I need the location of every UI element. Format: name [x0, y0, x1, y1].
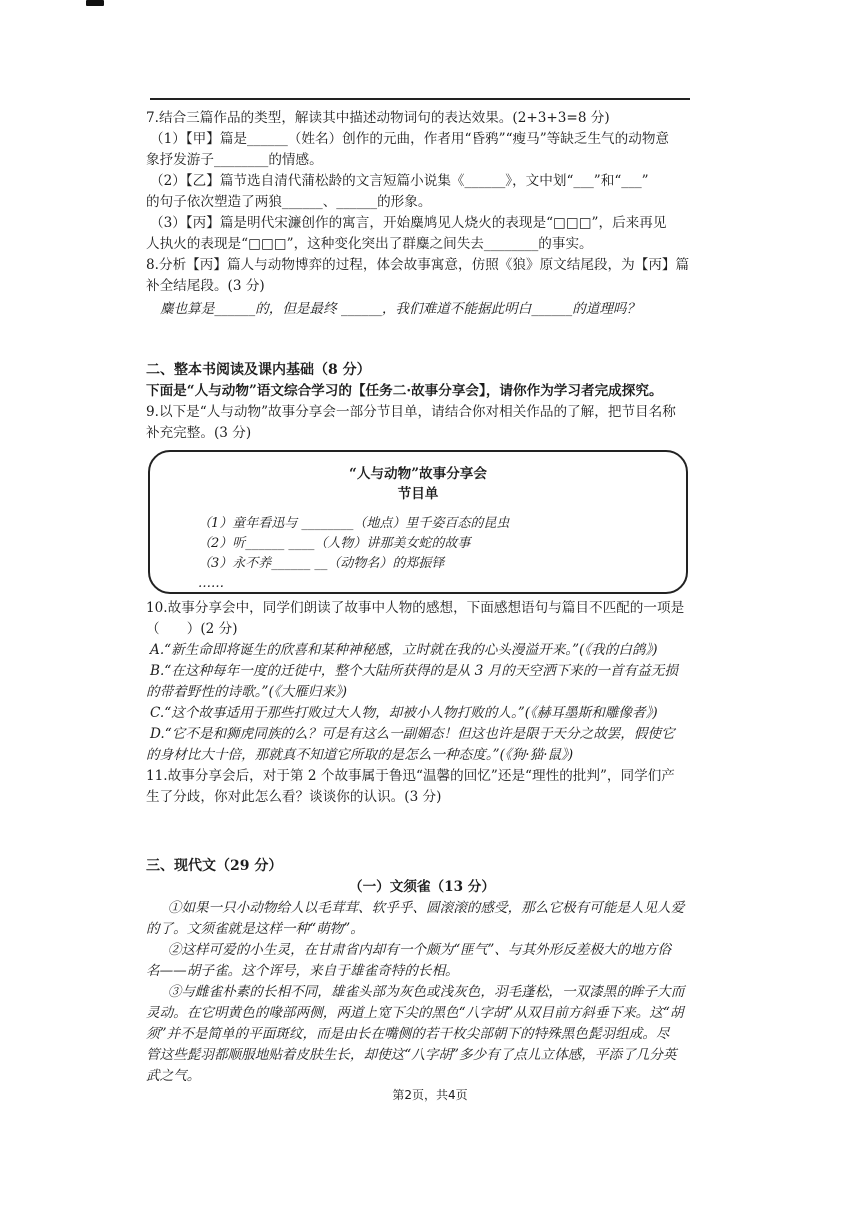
passage-p3-line5: 武之气。 — [146, 1068, 201, 1084]
passage-p3-line3: 须”并不是简单的平面斑纹，而是由长在嘴侧的若干枚尖部朝下的特殊黑色髭羽组成。尽 — [146, 1026, 670, 1042]
passage-p1-line1: ①如果一只小动物给人以毛茸茸、软乎乎、圆滚滚的感受，那么它极有可能是人见人爱 — [167, 900, 685, 916]
q7-part3-line1: （3）【丙】篇是明代宋濂创作的寓言，开始麋鸠见人烧火的表现是“□□□”，后来再见 — [150, 215, 667, 231]
q8-line2: 补全结尾段。(3 分) — [146, 278, 265, 294]
q10-option-c: C.“这个故事适用于那些打败过大人物，却被小人物打败的人。”(《赫耳墨斯和雕像者》) — [150, 705, 658, 721]
q9-line1: 9.以下是“人与动物”故事分享会一部分节目单，请结合你对相关作品的了解，把节目名称 — [146, 404, 676, 420]
spacer — [146, 320, 698, 354]
program-box — [148, 450, 688, 594]
passage-p3-line4: 管这些髭羽都顺服地贴着皮肤生长，却使这“八字胡”多少有了点儿立体感，平添了几分英 — [146, 1047, 677, 1063]
q9-line2: 补充完整。(3 分) — [146, 425, 252, 441]
passage-p2-line1: ②这样可爱的小生灵，在甘肃省内却有一个颇为“匪气”、与其外形反差极大的地方俗 — [167, 942, 672, 958]
section-2 — [146, 360, 698, 808]
top-divider — [150, 98, 690, 100]
program-item-2: （2）听______ ____（人物）讲那美女蛇的故事 — [198, 536, 471, 551]
q10-option-a: A.“新生命即将诞生的欣喜和某种神秘感，立时就在我的心头漫溢开来。”(《我的白鸽》) — [150, 642, 658, 658]
q10-line1: 10.故事分享会中，同学们朗读了故事中人物的感想，下面感想语句与篇目不匹配的一项是 — [146, 600, 685, 616]
q10-line2: （ ）(2 分) — [146, 621, 238, 637]
question-11 — [146, 766, 698, 808]
q8-line1: 8.分析【丙】篇人与动物博弈的过程，体会故事寓意，仿照《狼》原文结尾段，为【丙】篇 — [146, 257, 690, 273]
q7-part3-line2: 人执火的表现是“□□□”，这种变化突出了群麋之间失去________的事实。 — [146, 236, 593, 252]
section3-subtitle: （一）文须雀（13 分） — [349, 879, 495, 895]
page-number: 第2页，共4页 — [392, 1088, 468, 1102]
corner-scan-mark — [86, 0, 104, 6]
program-item-1: （1）童年看迅与 ________（地点）里千姿百态的昆虫 — [198, 516, 510, 531]
section3-title: 三、现代文（29 分） — [146, 858, 283, 874]
document-body — [146, 108, 698, 1087]
section-3 — [146, 856, 698, 1087]
question-8 — [146, 255, 698, 320]
question-7 — [146, 108, 698, 255]
q10-option-b-line1: B.“在这种每年一度的迁徙中，整个大陆所获得的是从 3 月的天空洒下来的一首有益无损 — [150, 663, 678, 679]
program-items — [198, 514, 509, 594]
program-item-4: …… — [198, 576, 224, 591]
q7-part1-line2: 象抒发游子________的情感。 — [146, 152, 323, 168]
q10-option-d-line2: 的身材比大十倍，那就真不知道它所取的是怎么一种态度。”(《狗·猫·鼠》) — [146, 747, 574, 763]
q7-part2-line1: （2）【乙】篇节选自清代蒲松龄的文言短篇小说集《______》，文中划“___”和“___” — [150, 173, 649, 189]
program-item-3: （3）永不养______ __（动物名）的郑振铎 — [198, 556, 445, 571]
q11-line2: 生了分歧，你对此怎么看？谈谈你的认识。(3 分) — [146, 789, 442, 805]
q7-part2-line2: 的句子依次塑造了两狼______、______的形象。 — [146, 194, 432, 210]
section2-title: 二、整本书阅读及课内基础（8 分） — [146, 362, 371, 378]
passage-p3-line2: 灵动。在它明黄色的喙部两侧，两道上宽下尖的黑色“八字胡”从双目前方斜垂下来。这“胡 — [146, 1005, 684, 1021]
q11-line1: 11.故事分享会后，对于第 2 个故事属于鲁迅“温馨的回忆”还是“理性的批判”，同学们产 — [146, 768, 675, 784]
q10-option-d-line1: D.“它不是和狮虎同族的么？可是有这么一副媚态！但这也许是限于天分之故罢，假使它 — [150, 726, 675, 742]
spacer — [146, 808, 698, 850]
passage-p1-line2: 的了。文须雀就是这样一种“萌物”。 — [146, 921, 364, 937]
program-title: “人与动物”故事分享会 — [349, 466, 487, 482]
question-10 — [146, 598, 698, 766]
section2-intro: 下面是“人与动物”语文综合学习的【任务二·故事分享会】，请你作为学习者完成探究。 — [146, 383, 663, 399]
q8-fill-line: 麋也算是______的，但是最终 ______，我们难道不能据此明白______的道理吗？ — [160, 301, 641, 317]
q7-stem: 7.结合三篇作品的类型，解读其中描述动物词句的表达效果。(2+3+3=8 分) — [146, 110, 610, 126]
q7-part1-line1: （1）【甲】篇是______（姓名）创作的元曲，作者用“昏鸦”“瘦马”等缺乏生气的动物意 — [150, 131, 670, 147]
passage-p3-line1: ③与雌雀朴素的长相不同，雄雀头部为灰色或浅灰色，羽毛蓬松，一双漆黑的眸子大而 — [167, 984, 685, 1000]
passage-p2-line2: 名——胡子雀。这个诨号，来自于雄雀奇特的长相。 — [146, 963, 459, 979]
program-subtitle: 节目单 — [397, 486, 439, 502]
q10-option-b-line2: 的带着野性的诗歌。”(《大雁归来》) — [146, 684, 348, 700]
